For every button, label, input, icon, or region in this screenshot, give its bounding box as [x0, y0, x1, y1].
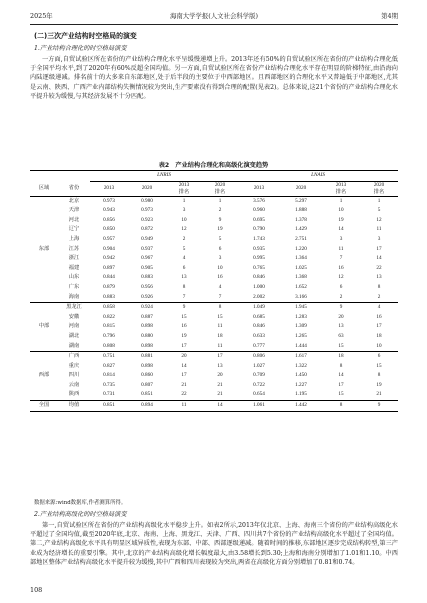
table-cell: 16 [376, 313, 382, 320]
table-cell: 3 [339, 235, 343, 242]
table-cell: 1.283 [295, 313, 307, 320]
table-column-header: 2013 [238, 181, 280, 196]
table-cell: 0.898 [141, 342, 153, 349]
table-cell: 13 [338, 323, 344, 330]
table-cell: 4 [182, 255, 186, 262]
table-cell: 8 [377, 372, 381, 379]
table-cell: 0.894 [128, 401, 166, 412]
table-cell: 0.973 [141, 207, 153, 214]
table-cell: 13 [181, 274, 187, 281]
table-province-cell: 陕西 [68, 391, 80, 398]
table-cell: 17 [376, 323, 382, 330]
table-province-cell: 山东 [68, 274, 80, 281]
table-group-header: LNRIS [90, 171, 238, 182]
table-row [30, 245, 398, 255]
table-row [30, 216, 398, 226]
subsection-title-advancement: 2.产业结构高级化的时空格局演变 [34, 511, 127, 518]
table-cell: 0.949 [141, 235, 153, 242]
table-cell: 11 [376, 226, 382, 233]
table-cell: 11 [166, 401, 202, 412]
table-cell: 0.709 [253, 372, 265, 379]
table-cell: 5.297 [295, 197, 307, 204]
table-cell: 5 [182, 245, 186, 252]
table-row [30, 293, 398, 303]
table-column-header: 省份 [58, 181, 90, 196]
table-region-cell: 全国 [30, 401, 58, 412]
table-cell: 0.880 [141, 332, 153, 339]
table-cell: 14 [181, 362, 187, 369]
table-cell: 18 [376, 332, 382, 339]
table-cell: 20 [217, 372, 223, 379]
table-group-header: LNAIS [238, 171, 398, 182]
table-cell: 0.879 [103, 283, 115, 290]
table-header-row [30, 181, 398, 196]
table-cell: 1 [377, 197, 381, 204]
table-cell: 1.945 [280, 303, 322, 313]
table-cell: 17 [181, 342, 187, 349]
table-province-cell: 河北 [68, 216, 80, 223]
table-cell: 15 [217, 313, 223, 320]
table-cell: 11 [338, 245, 344, 252]
table-cell: 1.027 [253, 362, 265, 369]
table-cell: 13 [217, 362, 223, 369]
table-row [30, 235, 398, 245]
table-cell: 1.220 [295, 245, 307, 252]
table-cell: 10 [181, 216, 187, 223]
table-cell: 0.790 [253, 226, 265, 233]
table-cell: 1.617 [280, 352, 322, 362]
table-cell: 14 [338, 226, 344, 233]
table-province-cell: 江苏 [68, 245, 80, 252]
table-cell: 0.967 [141, 255, 153, 262]
table-cell: 0.942 [103, 255, 115, 262]
table-province-cell: 浙江 [68, 255, 80, 262]
table-column-header: 2013 排名 [322, 181, 360, 196]
table-cell: 6 [182, 264, 186, 271]
table-cell: 14 [202, 401, 238, 412]
header-rule [30, 24, 398, 25]
table-cell: 1.049 [238, 303, 280, 313]
table-row [30, 273, 398, 283]
table-cell: 3 [182, 207, 186, 214]
running-header [30, 10, 398, 22]
table-cell: 16 [217, 274, 223, 281]
table-cell: 1.652 [295, 283, 307, 290]
table-cell: 8 [202, 303, 238, 313]
table-column-header: 2013 排名 [166, 181, 202, 196]
table-cell: 22 [376, 264, 382, 271]
table-note: 数据来源:wind数据库,作者测算所得。 [34, 500, 127, 506]
table-cell: 0.887 [141, 313, 153, 320]
table-cell: 16 [181, 323, 187, 330]
table-cell: 17 [338, 381, 344, 388]
table-cell: 0.827 [103, 362, 115, 369]
table-cell: 0.796 [103, 332, 115, 339]
table-cell: 8 [339, 362, 343, 369]
table-row [30, 313, 398, 323]
table-cell: 21 [217, 391, 223, 398]
table-cell: 0.995 [253, 255, 265, 262]
table-province-cell: 上海 [68, 235, 80, 242]
table-cell: 1.195 [295, 391, 307, 398]
table-cell: 3.576 [253, 197, 265, 204]
table-cell: 16 [338, 264, 344, 271]
table-cell: 7 [339, 255, 343, 262]
data-table [30, 170, 398, 412]
table-cell: 0.897 [103, 264, 115, 271]
table-cell: 13 [376, 274, 382, 281]
table-row [30, 225, 398, 235]
table-cell: 10 [217, 264, 223, 271]
table-cell: 21 [217, 381, 223, 388]
table-cell: 1.743 [253, 235, 265, 242]
table-cell: 0.807 [141, 381, 153, 388]
table-cell: 0.923 [141, 216, 153, 223]
table-cell: 1 [218, 197, 222, 204]
table-cell: 2 [218, 207, 222, 214]
table-header-corner [30, 171, 90, 182]
table-caption: 表2 产业结构合理化和高级化演变趋势 [158, 162, 269, 169]
table-row [30, 206, 398, 216]
table-cell: 19 [376, 381, 382, 388]
table-cell: 0.883 [141, 274, 153, 281]
table-cell: 1.378 [295, 216, 307, 223]
table-cell: 9 [218, 216, 222, 223]
table-cell: 8 [182, 283, 186, 290]
table-cell: 21 [376, 391, 382, 398]
table-cell: 11 [217, 342, 223, 349]
table-cell: 2.751 [295, 235, 307, 242]
table-cell: 20 [338, 313, 344, 320]
table-cell: 0.765 [253, 264, 265, 271]
table-cell: 0.881 [128, 352, 166, 362]
table-cell: 0.846 [253, 274, 265, 281]
table-cell: 0.935 [253, 245, 265, 252]
table-column-header: 2020 排名 [360, 181, 398, 196]
table-cell: 10 [338, 207, 344, 214]
table-cell: 9 [166, 303, 202, 313]
table-cell: 12 [338, 274, 344, 281]
table-cell: 19 [217, 226, 223, 233]
table-row [30, 390, 398, 400]
table-cell: 6 [360, 352, 398, 362]
table-cell: 7 [218, 293, 222, 300]
table-cell: 1 [182, 197, 186, 204]
table-row [30, 283, 398, 293]
table-province-cell: 黑龙江 [58, 303, 90, 313]
table-column-header: 区域 [30, 181, 58, 196]
table-cell: 4 [360, 303, 398, 313]
table-cell: 0.808 [103, 342, 115, 349]
table-cell: 1.450 [295, 372, 307, 379]
table-cell: 1.000 [253, 283, 265, 290]
table-province-cell: 均值 [58, 401, 90, 412]
table-cell: 63 [338, 332, 344, 339]
table-column-header: 2020 [280, 181, 322, 196]
table-cell: 17 [376, 245, 382, 252]
table-cell: 0.973 [103, 197, 115, 204]
table-cell: 0.815 [103, 323, 115, 330]
table-province-cell: 湖南 [68, 342, 80, 349]
table-cell: 17 [181, 372, 187, 379]
table-cell: 14 [376, 255, 382, 262]
table-cell: 0.898 [141, 362, 153, 369]
table-row [30, 254, 398, 264]
table-region-cell: 东部 [38, 245, 50, 252]
table-cell: 6 [218, 245, 222, 252]
table-cell: 1.227 [295, 381, 307, 388]
table-cell: 7 [182, 293, 186, 300]
table-cell: 3 [377, 235, 381, 242]
table-cell: 1.368 [295, 274, 307, 281]
table-province-cell: 北京 [68, 197, 80, 204]
table-cell: 9 [322, 303, 360, 313]
table-cell: 0.937 [141, 245, 153, 252]
table-row [30, 362, 398, 372]
table-column-header: 2013 [90, 181, 128, 196]
table-cell: 1.444 [295, 342, 307, 349]
table-cell: 9 [360, 401, 398, 412]
table-cell: 1.888 [295, 207, 307, 214]
table-cell: 0.851 [141, 391, 153, 398]
table-cell: 5 [377, 207, 381, 214]
table-cell: 2 [339, 293, 343, 300]
table-cell: 18 [322, 352, 360, 362]
table-cell: 0.822 [103, 313, 115, 320]
header-journal: 海南大学学报(人文社会科学版) [169, 12, 259, 20]
table-cell: 0.905 [141, 264, 153, 271]
table-cell: 5 [218, 235, 222, 242]
section-title: (二)三次产业结构时空格局的演变 [34, 32, 137, 40]
table-cell: 0.844 [103, 274, 115, 281]
table-cell: 1.429 [295, 226, 307, 233]
table-row [30, 342, 398, 352]
table-cell: 1.265 [295, 332, 307, 339]
table-province-cell: 辽宁 [68, 226, 80, 233]
header-year: 2025年 [30, 12, 53, 20]
table-cell: 0.806 [238, 352, 280, 362]
table-cell: 15 [338, 391, 344, 398]
table-cell: 2.002 [253, 293, 265, 300]
table-cell: 0.956 [141, 283, 153, 290]
table-header-row-groups [30, 171, 398, 182]
table-cell: 1.061 [238, 401, 280, 412]
table-row [30, 381, 398, 391]
table-province-cell: 湖北 [68, 332, 80, 339]
table-cell: 0.722 [253, 381, 265, 388]
table-row [30, 303, 398, 313]
table-cell: 6 [339, 283, 343, 290]
table-cell: 1.442 [280, 401, 322, 412]
table-cell: 0.814 [103, 372, 115, 379]
table-cell: 0.924 [128, 303, 166, 313]
table-cell: 1.364 [295, 255, 307, 262]
table-cell: 15 [376, 362, 382, 369]
table-cell: 1.322 [295, 362, 307, 369]
table-cell: 17 [202, 352, 238, 362]
table-cell: 0.926 [141, 293, 153, 300]
table-cell: 14 [338, 372, 344, 379]
table-cell: 1.025 [295, 264, 307, 271]
table-cell: 19 [338, 216, 344, 223]
table-cell: 0.731 [103, 391, 115, 398]
header-issue: 第4期 [381, 12, 398, 20]
table-cell: 0.695 [253, 216, 265, 223]
table-cell: 20 [166, 352, 202, 362]
table-cell: 0.856 [103, 216, 115, 223]
table-cell: 0.860 [141, 372, 153, 379]
table-cell: 2 [182, 235, 186, 242]
table-province-cell: 海南 [68, 293, 80, 300]
table-cell: 15 [338, 342, 344, 349]
table-row [30, 264, 398, 274]
table-cell: 1.309 [295, 323, 307, 330]
table-province-cell: 安徽 [68, 313, 80, 320]
table-cell: 8 [377, 283, 381, 290]
table-province-cell: 四川 [68, 372, 80, 379]
table-cell: 12 [376, 216, 382, 223]
table-province-cell: 福建 [68, 264, 80, 271]
table-cell: 0.735 [103, 381, 115, 388]
table-cell: 0.858 [90, 303, 128, 313]
table-province-cell: 广东 [68, 283, 80, 290]
table-province-cell: 重庆 [68, 362, 80, 369]
page-number: 108 [30, 586, 43, 594]
table-row [30, 322, 398, 332]
table-cell: 3 [218, 255, 222, 262]
table-cell: 0.960 [253, 207, 265, 214]
table-cell: 0.904 [103, 245, 115, 252]
subsection-title-rationalization: 1.产业结构合理化的时空格局演变 [34, 45, 127, 52]
table-row [30, 196, 398, 206]
table-cell: 0.633 [253, 332, 265, 339]
table-cell: 0.980 [141, 197, 153, 204]
table-region-cell: 西部 [30, 352, 58, 401]
table-row [30, 371, 398, 381]
table-cell: 4 [218, 283, 222, 290]
table-province-cell: 广西 [58, 352, 90, 362]
table-cell: 22 [181, 391, 187, 398]
table-cell: 19 [181, 332, 187, 339]
table-row [30, 332, 398, 342]
table-cell: 0.851 [90, 401, 128, 412]
table-cell: 0.957 [103, 235, 115, 242]
table-cell: 2 [377, 293, 381, 300]
table-cell: 0.943 [103, 207, 115, 214]
table-region-cell: 中部 [30, 303, 58, 352]
table-cell: 0.654 [253, 391, 265, 398]
table-province-cell: 云南 [68, 381, 80, 388]
table-column-header: 2020 [128, 181, 166, 196]
table-cell: 11 [217, 323, 223, 330]
table-cell: 12 [181, 226, 187, 233]
body-paragraph-1: 一方面,自贸试验区所在省份的产业结构合理化水平呈缓慢递增上升。2013年还有50%的自贸试验区所在省份的产业结构合理化低于全国平均水平,到了2020年有60%反超全国均值。另一方面,自贸试验区所在省份产业结构合理化水平存在明显的阶梯特征,由沿海向内陆逐级递减。排名前十的大多来自东部地区,处于后半段的主要位于中西部地区。且西部地区的合理化水平又普遍低于中部地区,尤其是云南、陕西、广西产业内部结构失衡情况较为突出,生产要素没有得到合理的配置(见表2)。总体来说,这21个省份的产业结构合理化水平提升较为缓慢,与其经济发展不十分匹配。 [30, 56, 398, 100]
table-cell: 0.685 [253, 313, 265, 320]
table-cell: 1 [339, 197, 343, 204]
table-cell: 15 [181, 313, 187, 320]
table-cell: 0.872 [141, 226, 153, 233]
table-province-cell: 天津 [68, 207, 80, 214]
body-paragraph-2: 第一,自贸试验区所在省份的产业结构高级化水平稳步上升。如表2所示,2013年仅北京、上海、海南三个省份的产业结构高级化水平超过了全国均值,截至2020年底,北京、海南、上海、黑龙江、天津、广西、四川共7个省份的产业结构高级化水平超过了全国均值。第二,产业结构高级化水平具有明显区域异质性,表现为东部、中部、西部逐级递减。随着时间的推移,东部地区逐步完成结构转型,第三产业成为经济增长的重要引擎。其中,北京的产业结构高级化增长幅度最大,由3.58增长到5.30;上海和海南分别增加了1.01和1.10。中西部地区整体产业结构高级化水平提升较为缓慢,其中广西和四川表现较为突出,两省在高级化方面分别增加了0.81和0.74。 [30, 522, 398, 566]
table-cell: 0.751 [90, 352, 128, 362]
table-cell: 0.846 [253, 323, 265, 330]
table-cell: 18 [217, 332, 223, 339]
table-cell: 0.850 [103, 226, 115, 233]
table-cell: 8 [322, 401, 360, 412]
table-cell: 0.898 [141, 323, 153, 330]
table-cell: 0.777 [253, 342, 265, 349]
table-cell: 21 [181, 381, 187, 388]
table-cell: 3.166 [295, 293, 307, 300]
table-cell: 0.883 [103, 293, 115, 300]
table-cell: 10 [376, 342, 382, 349]
table-row [30, 352, 398, 362]
table-column-header: 2020 排名 [202, 181, 238, 196]
table-row [30, 401, 398, 412]
table-province-cell: 河南 [68, 323, 80, 330]
